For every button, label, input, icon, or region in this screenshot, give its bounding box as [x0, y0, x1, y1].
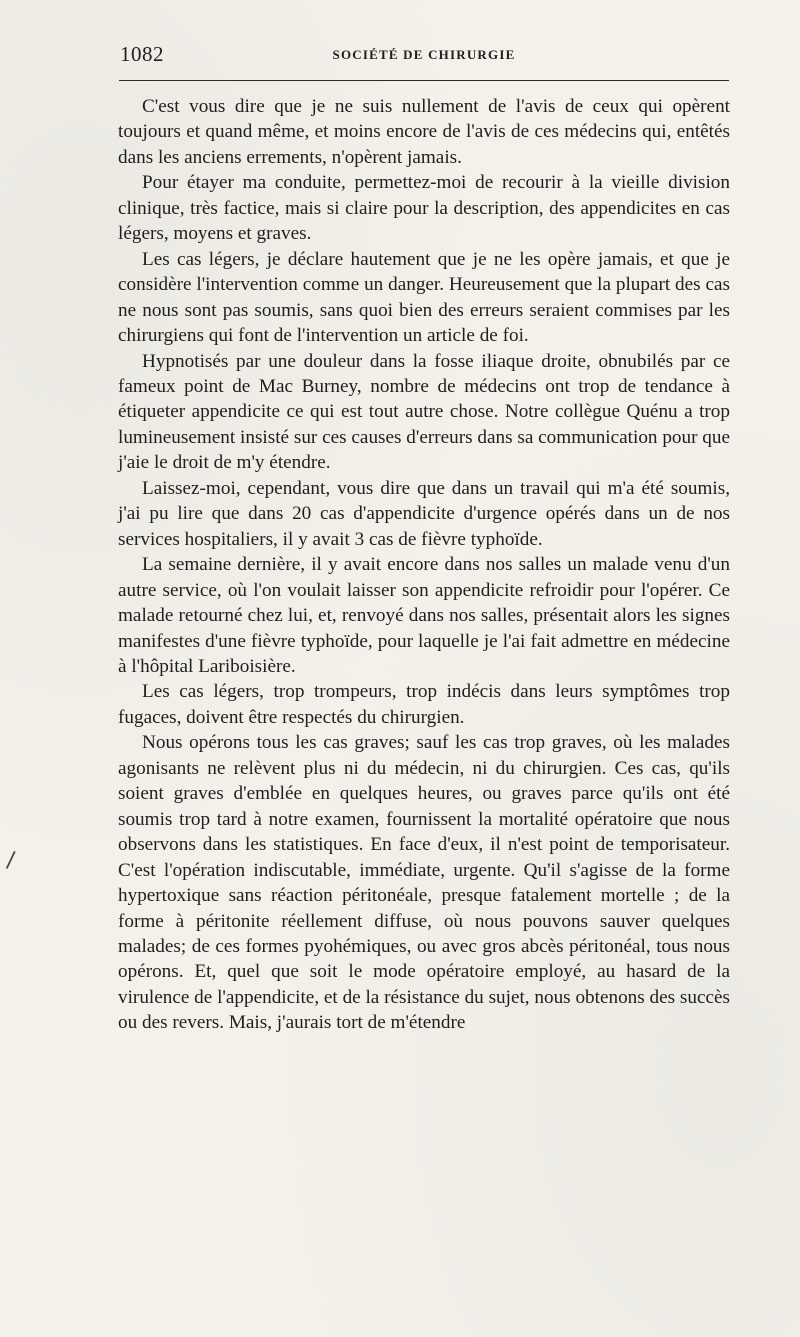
paragraph: Hypnotisés par une douleur dans la fosse iliaque droite, obnubilés par ce fameux point de Mac Burney, nombre de médecins ont trop de tendance à étiqueter appendicite ce qui est tout autre chose. Notre collègue Quénu a trop lumineusement insisté sur ces causes d'erreurs dans sa communication pour que j'aie le droit de m'y étendre.: [118, 350, 730, 474]
paragraph: La semaine dernière, il y avait encore dans nos salles un malade venu d'un autre service, où l'on voulait laisser son appendicite refroidir pour l'opérer. Ce malade retourné chez lui, et, renvoyé dans nos salles, présentait alors les signes manifestes d'une fièvre typhoïde, pour laquelle je l'ai fait admettre en médecine à l'hôpital Lariboisière.: [118, 554, 730, 677]
page-number: 1082: [120, 42, 164, 66]
running-head: [120, 42, 728, 72]
paragraph: C'est vous dire que je ne suis nullement de l'avis de ceux qui opèrent toujours et quand même, et moins encore de l'avis de ces médecins qui, entêtés dans les anciens errements, n'opèrent jamais.: [118, 96, 730, 168]
body-text: [118, 94, 730, 1036]
margin-mark: /: [5, 847, 17, 874]
paragraph: Nous opérons tous les cas graves; sauf les cas trop graves, où les malades agonisants ne relèvent plus ni du médecin, ni du chirurgien. Ces cas, qu'ils soient graves d'emblée en quelques heures, ou graves parce qu'ils ont été soumis trop tard à notre examen, fournissent la mortalité opératoire que nous observons dans les statistiques. En face d'eux, il n'est point de temporisateur. C'est l'opération indiscutable, immédiate, urgente. Qu'il s'agisse de la forme hypertoxique sans réaction péritonéale, presque fatalement mortelle ; de la forme à péritonite réellement diffuse, où nous pouvons sauver quelques malades; de ces formes pyohémiques, ou avec gros abcès péritonéal, tous nous opérons. Et, quel que soit le mode opératoire employé, au hasard de la virulence de l'appendicite, et de la résistance du sujet, nous obtenons des succès ou des revers. Mais, j'aurais tort de m'étendre: [118, 732, 730, 1034]
journal-title: SOCIÉTÉ DE CHIRURGIE: [332, 47, 516, 62]
paragraph: Les cas légers, trop trompeurs, trop indécis dans leurs symptômes trop fugaces, doivent être respectés du chirurgien.: [118, 681, 730, 728]
header-rule: [119, 80, 729, 81]
paragraph: Laissez-moi, cependant, vous dire que dans un travail qui m'a été soumis, j'ai pu lire que dans 20 cas d'appendicite d'urgence opérés dans un de nos services hospitaliers, il y avait 3 cas de fièvre typhoïde.: [118, 477, 730, 550]
paragraph: Pour étayer ma conduite, permettez-moi de recourir à la vieille division clinique, très factice, mais si claire pour la description, des appendicites en cas légers, moyens et graves.: [118, 172, 730, 245]
paragraph: Les cas légers, je déclare hautement que je ne les opère jamais, et que je considère l'intervention comme un danger. Heureusement que la plupart des cas ne nous sont pas soumis, sans quoi bien des erreurs seraient commises par les chirurgiens qui font de l'intervention un article de foi.: [118, 248, 730, 347]
